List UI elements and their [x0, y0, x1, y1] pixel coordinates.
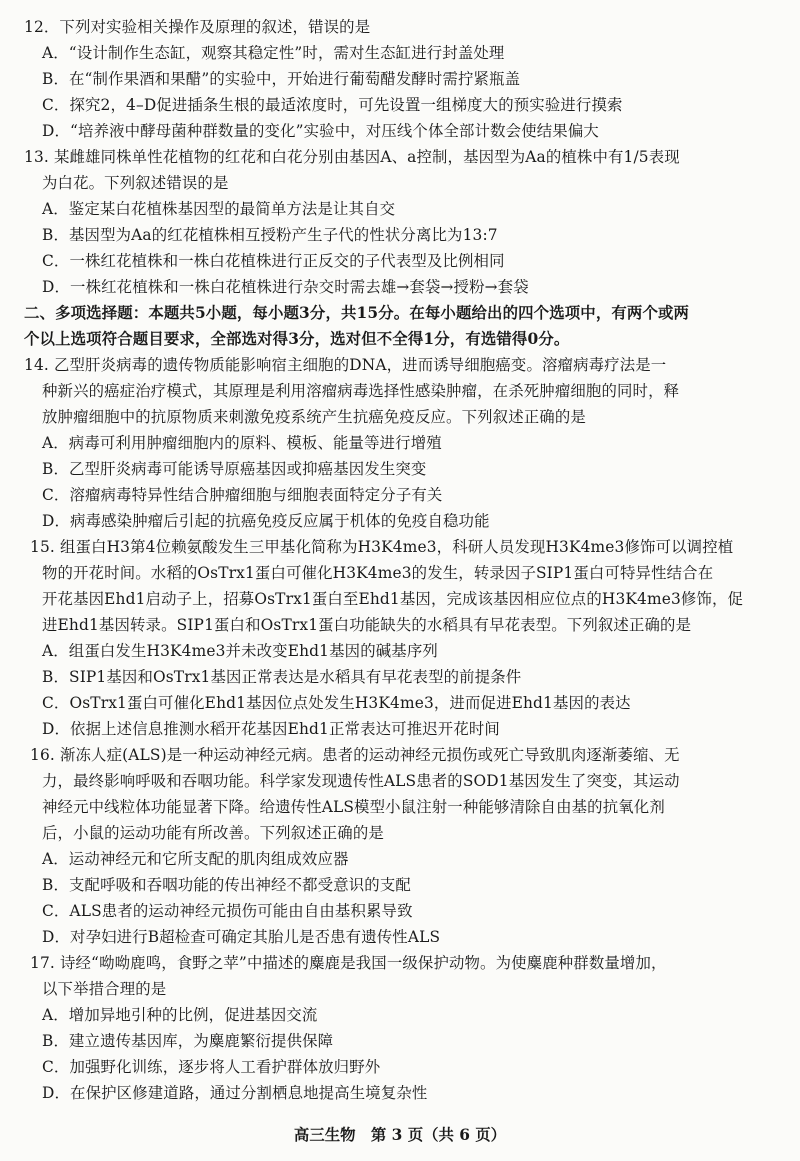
question-15-stem-cont-3: 进Ehd1基因转录。SIP1蛋白和OsTrx1蛋白功能缺失的水稻具有早花表型。下列叙述正确的是 [42, 616, 692, 634]
q16-option-c: C．ALS患者的运动神经元损伤可能由自由基积累导致 [42, 902, 413, 920]
question-15-stem: 15. 组蛋白H3第4位赖氨酸发生三甲基化简称为H3K4me3，科研人员发现H3K4me3修饰可以调控植 [30, 538, 734, 556]
question-16-stem-cont-1: 力，最终影响呼吸和吞咽功能。科学家发现遗传性ALS患者的SOD1基因发生了突变，其运动 [42, 772, 680, 790]
q13-option-d: D．一株红花植株和一株白花植株进行杂交时需去雄→套袋→授粉→套袋 [42, 278, 529, 296]
question-13-stem: 13. 某雌雄同株单性花植物的红花和白花分别由基因A、a控制，基因型为Aa的植株中有1/5表现 [24, 148, 680, 166]
question-14-stem-cont-2: 放肿瘤细胞中的抗原物质来刺激免疫系统产生抗癌免疫反应。下列叙述正确的是 [42, 408, 586, 426]
q17-option-a: A．增加异地引种的比例，促进基因交流 [42, 1006, 318, 1024]
question-16-stem-cont-2: 神经元中线粒体功能显著下降。给遗传性ALS模型小鼠注射一种能够清除自由基的抗氧化剂 [42, 798, 665, 816]
q13-option-a: A．鉴定某白花植株基因型的最简单方法是让其自交 [42, 200, 396, 218]
q13-option-b: B．基因型为Aa的红花植株相互授粉产生子代的性状分离比为13:7 [42, 226, 498, 244]
page-footer: 高三生物 第 3 页（共 6 页） [293, 1126, 507, 1144]
q15-option-a: A．组蛋白发生H3K4me3并未改变Ehd1基因的碱基序列 [42, 642, 438, 660]
question-13-stem-cont: 为白花。下列叙述错误的是 [42, 174, 229, 192]
q17-option-d: D．在保护区修建道路，通过分割栖息地提高生境复杂性 [42, 1084, 428, 1102]
q14-option-a: A．病毒可利用肿瘤细胞内的原料、模板、能量等进行增殖 [42, 434, 442, 452]
q15-option-c: C．OsTrx1蛋白可催化Ehd1基因位点处发生H3K4me3，进而促进Ehd1基因的表达 [42, 694, 631, 712]
question-15-stem-cont-2: 开花基因Ehd1启动子上，招募OsTrx1蛋白至Ehd1基因，完成该基因相应位点的H3K4me3修饰，促 [42, 590, 744, 608]
section-2-heading-cont: 个以上选项符合题目要求，全部选对得3分，选对但不全得1分，有选错得0分。 [24, 330, 570, 348]
q12-option-c: C．探究2，4–D促进插条生根的最适浓度时，可先设置一组梯度大的预实验进行摸索 [42, 96, 623, 114]
q14-option-c: C．溶瘤病毒特异性结合肿瘤细胞与细胞表面特定分子有关 [42, 486, 443, 504]
q12-option-b: B．在“制作果酒和果醋”的实验中，开始进行葡萄醋发酵时需拧紧瓶盖 [42, 70, 521, 88]
section-2-heading: 二、多项选择题：本题共5小题，每小题3分，共15分。在每小题给出的四个选项中，有两个或两 [24, 304, 690, 322]
q12-option-a: A．“设计制作生态缸，观察其稳定性”时，需对生态缸进行封盖处理 [42, 44, 505, 62]
question-17-stem-cont: 以下举措合理的是 [42, 980, 167, 998]
question-16-stem-cont-3: 后，小鼠的运动功能有所改善。下列叙述正确的是 [42, 824, 384, 842]
q14-option-d: D．病毒感染肿瘤后引起的抗癌免疫反应属于机体的免疫自稳功能 [42, 512, 490, 530]
q15-option-d: D．依据上述信息推测水稻开花基因Ehd1正常表达可推迟开花时间 [42, 720, 500, 738]
question-12-stem: 12．下列对实验相关操作及原理的叙述，错误的是 [24, 18, 371, 36]
q16-option-b: B．支配呼吸和吞咽功能的传出神经不都受意识的支配 [42, 876, 411, 894]
question-15-stem-cont-1: 物的开花时间。水稻的OsTrx1蛋白可催化H3K4me3的发生，转录因子SIP1蛋白可特异性结合在 [42, 564, 714, 582]
question-14-stem-cont-1: 种新兴的癌症治疗模式，其原理是利用溶瘤病毒选择性感染肿瘤，在杀死肿瘤细胞的同时，释 [42, 382, 680, 400]
q12-option-d: D．“培养液中酵母菌种群数量的变化”实验中，对压线个体全部计数会使结果偏大 [42, 122, 599, 140]
question-16-stem: 16. 渐冻人症(ALS)是一种运动神经元病。患者的运动神经元损伤或死亡导致肌肉逐渐萎缩、无 [30, 746, 680, 764]
q14-option-b: B．乙型肝炎病毒可能诱导原癌基因或抑癌基因发生突变 [42, 460, 427, 478]
question-17-stem: 17. 诗经“呦呦鹿鸣，食野之苹”中描述的麋鹿是我国一级保护动物。为使麋鹿种群数量增加， [30, 954, 667, 972]
q17-option-b: B．建立遗传基因库，为麋鹿繁衍提供保障 [42, 1032, 334, 1050]
q16-option-d: D．对孕妇进行B超检查可确定其胎儿是否患有遗传性ALS [42, 928, 441, 946]
q17-option-c: C．加强野化训练，逐步将人工看护群体放归野外 [42, 1058, 381, 1076]
q13-option-c: C．一株红花植株和一株白花植株进行正反交的子代表型及比例相同 [42, 252, 505, 270]
q16-option-a: A．运动神经元和它所支配的肌肉组成效应器 [42, 850, 349, 868]
q15-option-b: B．SIP1基因和OsTrx1基因正常表达是水稻具有早花表型的前提条件 [42, 668, 522, 686]
question-14-stem: 14. 乙型肝炎病毒的遗传物质能影响宿主细胞的DNA，进而诱导细胞癌变。溶瘤病毒疗法是一 [24, 356, 667, 374]
